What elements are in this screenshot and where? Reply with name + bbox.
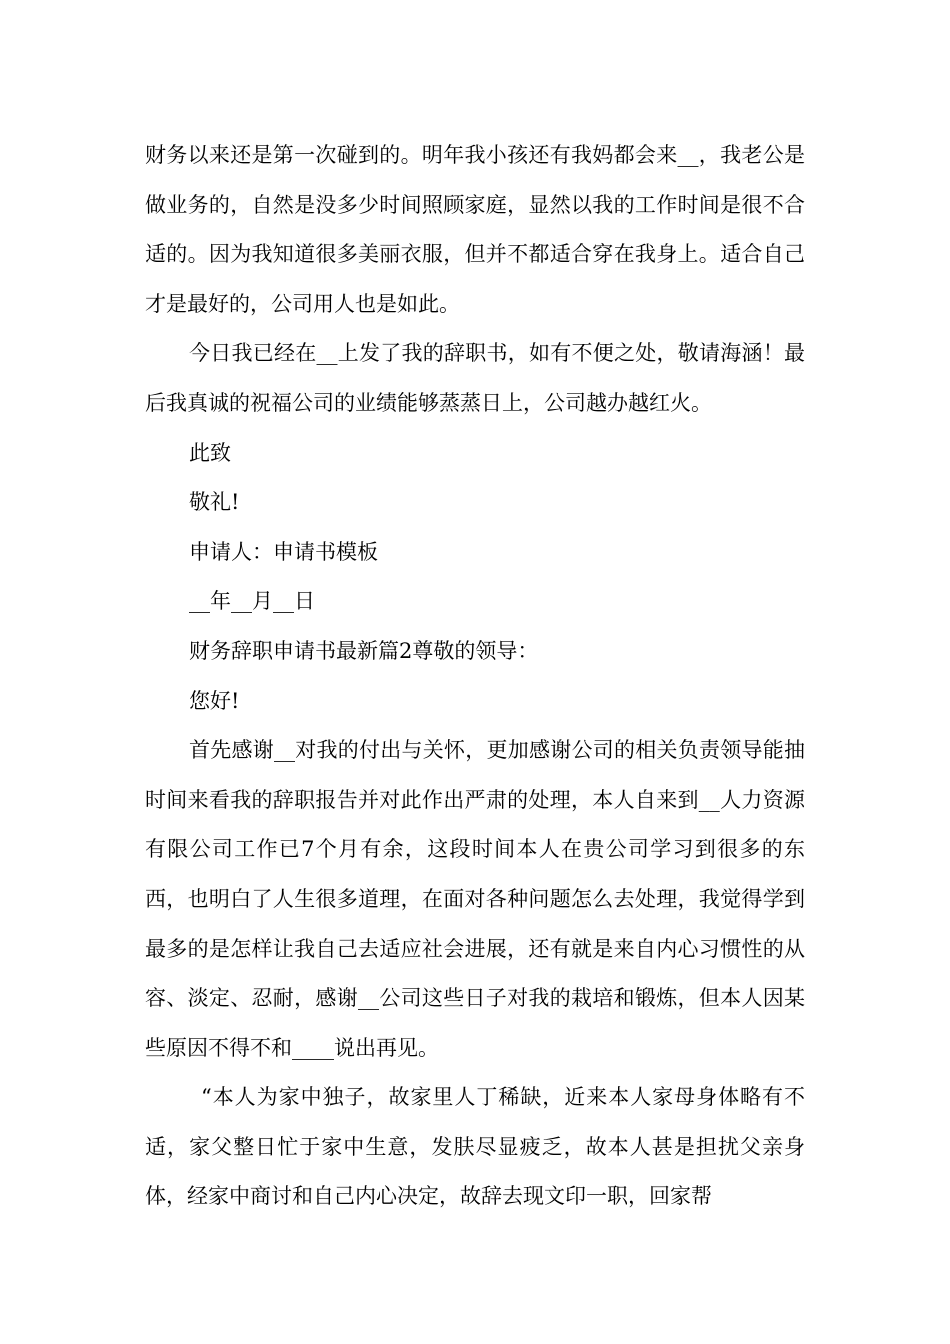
document-body — [145, 131, 805, 1222]
paragraph-continuation: 财务以来还是第一次碰到的。明年我小孩还有我妈都会来__，我老公是做业务的，自然是没多少时间照顾家庭，显然以我的工作时间是很不合适的。因为我知道很多美丽衣服，但并不都适合穿在我身上。适合自己才是最好的，公司用人也是如此。 — [145, 143, 805, 316]
date-line: __年__月__日 — [189, 589, 315, 614]
closing-regards: 敬礼! — [189, 490, 240, 515]
closing-salutation: 此致 — [189, 440, 231, 465]
paragraph-family-reason: “本人为家中独子，故家里人丁稀缺，近来本人家母身体略有不适，家父整日忙于家中生意，发肤尽显疲乏，故本人甚是担扰父亲身体，经家中商讨和自己内心决定，故辞去现文印一职，回家帮 — [145, 1085, 805, 1209]
greeting: 您好! — [189, 688, 240, 713]
applicant-line: 申请人：申请书模板 — [189, 539, 378, 564]
paragraph-resignation-notice: 今日我已经在__上发了我的辞职书，如有不便之处，敬请海涵！最后我真诚的祝福公司的业绩能够蒸蒸日上，公司越办越红火。 — [145, 341, 805, 415]
section-title: 财务辞职申请书最新篇2尊敬的领导： — [189, 638, 539, 663]
paragraph-thanks: 首先感谢__对我的付出与关怀，更加感谢公司的相关负责领导能抽时间来看我的辞职报告并对此作出严肃的处理，本人自来到__人力资源有限公司工作已7个月有余，这段时间本人在贵公司学习到很多的东西，也明白了人生很多道理，在面对各种问题怎么去处理，我觉得学到最多的是怎样让我自己去适应社会进展，还有就是来自内心习惯性的从容、淡定、忍耐，感谢__公司这些日子对我的栽培和锻炼，但本人因某些原因不得不和____说出再见。 — [145, 738, 805, 1060]
